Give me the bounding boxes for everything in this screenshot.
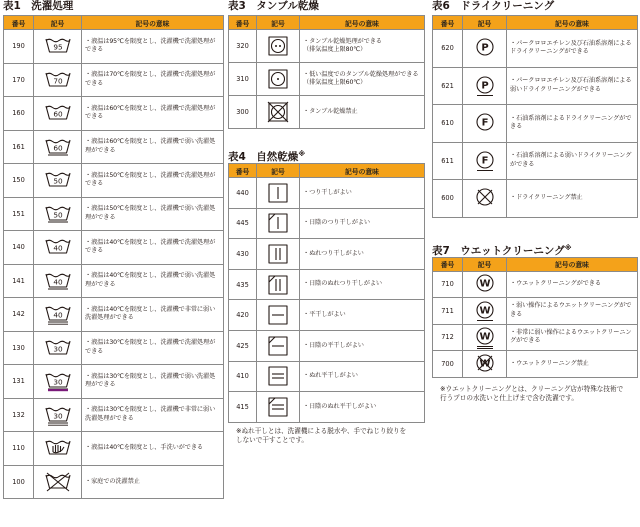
natural-dry-icon <box>257 208 300 239</box>
code-number: 141 <box>4 264 34 298</box>
header-num: 番号 <box>4 16 34 30</box>
wash-temp-label: 40 <box>52 310 63 320</box>
wash-tub-icon <box>34 398 82 432</box>
code-number: 160 <box>4 97 34 131</box>
table-row <box>4 298 224 332</box>
natural-dry-title <box>228 148 424 161</box>
code-number: 711 <box>433 298 463 325</box>
tumble-dry-icon <box>257 96 300 129</box>
care-letter: P <box>480 42 489 54</box>
meaning-text: ・液温は30℃を限度とし、洗濯機で弱い洗濯処理ができる <box>82 365 224 399</box>
table-row <box>433 67 638 105</box>
table-row <box>229 178 425 209</box>
wet-cleaning-title-text: 表7 ウエットクリーニング <box>432 244 565 257</box>
wash-tub-icon <box>34 432 82 466</box>
natural-dry-note: ※ぬれ干しとは、洗濯機による脱水や、手でねじり絞りをしないで干すことです。 <box>236 426 407 444</box>
wash-section <box>3 0 223 499</box>
wash-temp-label: 30 <box>52 377 63 387</box>
header-mean: 記号の意味 <box>300 16 425 30</box>
wash-temp-label: 50 <box>52 210 63 220</box>
header-sym: 記号 <box>34 16 82 30</box>
table-row <box>4 398 224 432</box>
meaning-text: ・日陰のつり干しがよい <box>300 208 425 239</box>
meaning-text: ・タンブル乾燥禁止 <box>300 96 425 129</box>
meaning-text: ・液温は60℃を限度とし、洗濯機で弱い洗濯処理ができる <box>82 130 224 164</box>
meaning-text: ・日陰のぬれ平干しがよい <box>300 392 425 423</box>
code-number: 300 <box>229 96 257 129</box>
code-number: 142 <box>4 298 34 332</box>
wet-cleaning-title-mark: ※ <box>564 243 572 252</box>
natural-dry-title-mark: ※ <box>298 150 306 158</box>
code-number: 150 <box>4 164 34 198</box>
header-num: 番号 <box>433 16 463 30</box>
code-number: 440 <box>229 178 257 209</box>
care-letter: W <box>478 331 491 343</box>
meaning-text: ・タンブル乾燥処理ができる （排気温度上限80℃） <box>300 30 425 63</box>
tumble-table <box>228 15 425 129</box>
code-number: 190 <box>4 30 34 64</box>
header-mean: 記号の意味 <box>300 164 425 178</box>
header-num: 番号 <box>433 257 463 271</box>
code-number: 131 <box>4 365 34 399</box>
code-number: 620 <box>433 30 463 68</box>
wet-clean-icon <box>463 324 507 351</box>
tumble-dry-icon <box>257 63 300 96</box>
table-row <box>229 208 425 239</box>
natural-dry-title-text: 表4 自然乾燥 <box>228 151 299 163</box>
care-letter: P <box>480 80 489 92</box>
wash-temp-label: 95 <box>52 42 63 52</box>
dry-cleaning-table <box>432 15 638 218</box>
code-number: 140 <box>4 231 34 265</box>
wash-tub-icon <box>34 231 82 265</box>
code-number: 700 <box>433 351 463 378</box>
wash-temp-label: 40 <box>52 277 63 287</box>
code-number: 130 <box>4 331 34 365</box>
natural-dry-header-row <box>229 164 425 178</box>
dry-cleaning-header-row <box>433 16 638 30</box>
code-number: 100 <box>4 465 34 499</box>
natural-dry-icon <box>257 300 300 331</box>
meaning-text: ・パークロロエチレン及び石油系溶剤による弱いドライクリーニングができる <box>507 67 638 105</box>
dry-clean-icon <box>463 105 507 143</box>
meaning-text: ・液温は70℃を限度とし、洗濯機で洗濯処理ができる <box>82 63 224 97</box>
dry-column <box>228 0 424 445</box>
code-number: 435 <box>229 269 257 300</box>
meaning-text: ・液温は50℃を限度とし、洗濯機で洗濯処理ができる <box>82 164 224 198</box>
meaning-text: ・弱い操作によるウエットクリーニングができる <box>507 298 638 325</box>
table-row <box>4 331 224 365</box>
cleaning-column <box>432 0 637 403</box>
tumble-title: 表3 タンブル乾燥 <box>228 0 319 12</box>
dry-clean-icon <box>463 67 507 105</box>
meaning-text: ・液温は30℃を限度とし、洗濯機で洗濯処理ができる <box>82 331 224 365</box>
meaning-text: ・石油系溶剤によるドライクリーニングができる <box>507 105 638 143</box>
wash-temp-label: 60 <box>52 109 63 119</box>
meaning-text: ・日陰のぬれつり干しがよい <box>300 269 425 300</box>
wash-tub-icon <box>34 164 82 198</box>
code-number: 712 <box>433 324 463 351</box>
wash-tub-icon <box>34 365 82 399</box>
code-number: 151 <box>4 197 34 231</box>
meaning-text: ・ウエットクリーニングができる <box>507 271 638 298</box>
table-row <box>4 30 224 64</box>
wash-temp-label: 30 <box>52 411 63 421</box>
meaning-text: ・液温は40℃を限度とし、洗濯機で非常に弱い洗濯処理ができる <box>82 298 224 332</box>
wash-temp-label: 30 <box>52 344 63 354</box>
meaning-text: ・平干しがよい <box>300 300 425 331</box>
code-number: 161 <box>4 130 34 164</box>
wash-tub-icon <box>34 97 82 131</box>
tumble-dry-icon <box>257 30 300 63</box>
table-row <box>433 324 638 351</box>
wash-tub-icon <box>34 331 82 365</box>
meaning-text: ・低い温度でのタンブル乾燥処理ができる （排気温度上限60℃） <box>300 63 425 96</box>
code-number: 611 <box>433 142 463 180</box>
table-row <box>229 63 425 96</box>
dry-clean-icon <box>463 142 507 180</box>
tumble-header-row <box>229 16 425 30</box>
table-row <box>4 264 224 298</box>
header-sym: 記号 <box>257 164 300 178</box>
natural-dry-table <box>228 163 425 423</box>
wash-temp-label: 50 <box>52 176 63 186</box>
table-row <box>433 271 638 298</box>
code-number: 430 <box>229 239 257 270</box>
table-row <box>4 97 224 131</box>
table-row <box>4 63 224 97</box>
natural-dry-icon <box>257 392 300 423</box>
table-row <box>229 361 425 392</box>
table-row <box>4 164 224 198</box>
code-number: 132 <box>4 398 34 432</box>
header-mean: 記号の意味 <box>507 257 638 271</box>
code-number: 320 <box>229 30 257 63</box>
code-number: 170 <box>4 63 34 97</box>
table-row <box>433 142 638 180</box>
header-sym: 記号 <box>463 16 507 30</box>
wash-tub-icon <box>34 63 82 97</box>
wash-title: 表1 洗濯処理 <box>3 0 74 12</box>
care-letter: F <box>481 117 488 129</box>
code-number: 621 <box>433 67 463 105</box>
table-row <box>4 465 224 499</box>
wet-cleaning-title <box>432 242 637 255</box>
code-number: 410 <box>229 361 257 392</box>
wet-clean-icon <box>463 351 507 378</box>
meaning-text: ・液温は40℃を限度とし、洗濯機で洗濯処理ができる <box>82 231 224 265</box>
wash-header-row <box>4 16 224 30</box>
table-row <box>4 432 224 466</box>
meaning-text: ・家庭での洗濯禁止 <box>82 465 224 499</box>
care-letter: W <box>478 305 491 317</box>
table-row <box>229 96 425 129</box>
wash-temp-label: 70 <box>52 76 63 86</box>
meaning-text: ・液温は50℃を限度とし、洗濯機で弱い洗濯処理ができる <box>82 197 224 231</box>
code-number: 415 <box>229 392 257 423</box>
meaning-text: ・つり干しがよい <box>300 178 425 209</box>
header-num: 番号 <box>229 164 257 178</box>
code-number: 310 <box>229 63 257 96</box>
meaning-text: ・日陰の平干しがよい <box>300 330 425 361</box>
table-row <box>229 30 425 63</box>
dry-clean-icon <box>463 30 507 68</box>
wash-temp-label: 40 <box>52 243 63 253</box>
code-number: 425 <box>229 330 257 361</box>
meaning-text: ・液温は40℃を限度とし、手洗いができる <box>82 432 224 466</box>
wet-clean-icon <box>463 298 507 325</box>
table-row <box>433 105 638 143</box>
table-row <box>229 300 425 331</box>
meaning-text: ・ぬれつり干しがよい <box>300 239 425 270</box>
table-row <box>433 298 638 325</box>
table-row <box>4 197 224 231</box>
natural-dry-icon <box>257 361 300 392</box>
meaning-text: ・パークロロエチレン及び石油系溶剤によるドライクリーニングができる <box>507 30 638 68</box>
wet-cleaning-note: ※ウエットクリーニングとは、クリーニング店が特殊な技術で行うプロの水洗いと仕上げまで含む洗濯です。 <box>440 384 624 402</box>
header-mean: 記号の意味 <box>507 16 638 30</box>
dry-clean-icon <box>463 180 507 218</box>
table-row <box>229 239 425 270</box>
meaning-text: ・石油系溶剤による弱いドライクリーニングができる <box>507 142 638 180</box>
wash-tub-icon <box>34 465 82 499</box>
meaning-text: ・非常に弱い操作によるウエットクリーニングができる <box>507 324 638 351</box>
wet-clean-icon <box>463 271 507 298</box>
code-number: 445 <box>229 208 257 239</box>
table-row <box>4 231 224 265</box>
meaning-text: ・液温は30℃を限度とし、洗濯機で非常に弱い洗濯処理ができる <box>82 398 224 432</box>
care-letter: F <box>481 155 488 167</box>
wash-table <box>3 15 224 499</box>
wash-tub-icon <box>34 197 82 231</box>
code-number: 600 <box>433 180 463 218</box>
care-letter: W <box>478 358 491 370</box>
natural-dry-icon <box>257 178 300 209</box>
meaning-text: ・液温は60℃を限度とし、洗濯機で洗濯処理ができる <box>82 97 224 131</box>
dry-cleaning-title: 表6 ドライクリーニング <box>432 0 555 12</box>
code-number: 110 <box>4 432 34 466</box>
wash-tub-icon <box>34 130 82 164</box>
code-number: 710 <box>433 271 463 298</box>
table-row <box>229 269 425 300</box>
table-row <box>433 351 638 378</box>
code-number: 420 <box>229 300 257 331</box>
wet-cleaning-header-row <box>433 257 638 271</box>
meaning-text: ・ぬれ平干しがよい <box>300 361 425 392</box>
code-number: 610 <box>433 105 463 143</box>
header-sym: 記号 <box>463 257 507 271</box>
natural-dry-icon <box>257 269 300 300</box>
wash-tub-icon <box>34 298 82 332</box>
natural-dry-icon <box>257 239 300 270</box>
wash-tub-icon <box>34 30 82 64</box>
wash-tub-icon <box>34 264 82 298</box>
meaning-text: ・ドライクリーニング禁止 <box>507 180 638 218</box>
wash-temp-label: 60 <box>52 143 63 153</box>
table-row <box>229 330 425 361</box>
header-num: 番号 <box>229 16 257 30</box>
table-row <box>4 130 224 164</box>
meaning-text: ・液温は40℃を限度とし、洗濯機で弱い洗濯処理ができる <box>82 264 224 298</box>
table-row <box>433 30 638 68</box>
table-row <box>229 392 425 423</box>
meaning-text: ・ウエットクリーニング禁止 <box>507 351 638 378</box>
natural-dry-icon <box>257 330 300 361</box>
header-mean: 記号の意味 <box>82 16 224 30</box>
table-row <box>4 365 224 399</box>
table-row <box>433 180 638 218</box>
care-letter: W <box>478 278 491 290</box>
header-sym: 記号 <box>257 16 300 30</box>
meaning-text: ・液温は95℃を限度とし、洗濯機で洗濯処理ができる <box>82 30 224 64</box>
wet-cleaning-table <box>432 257 638 378</box>
